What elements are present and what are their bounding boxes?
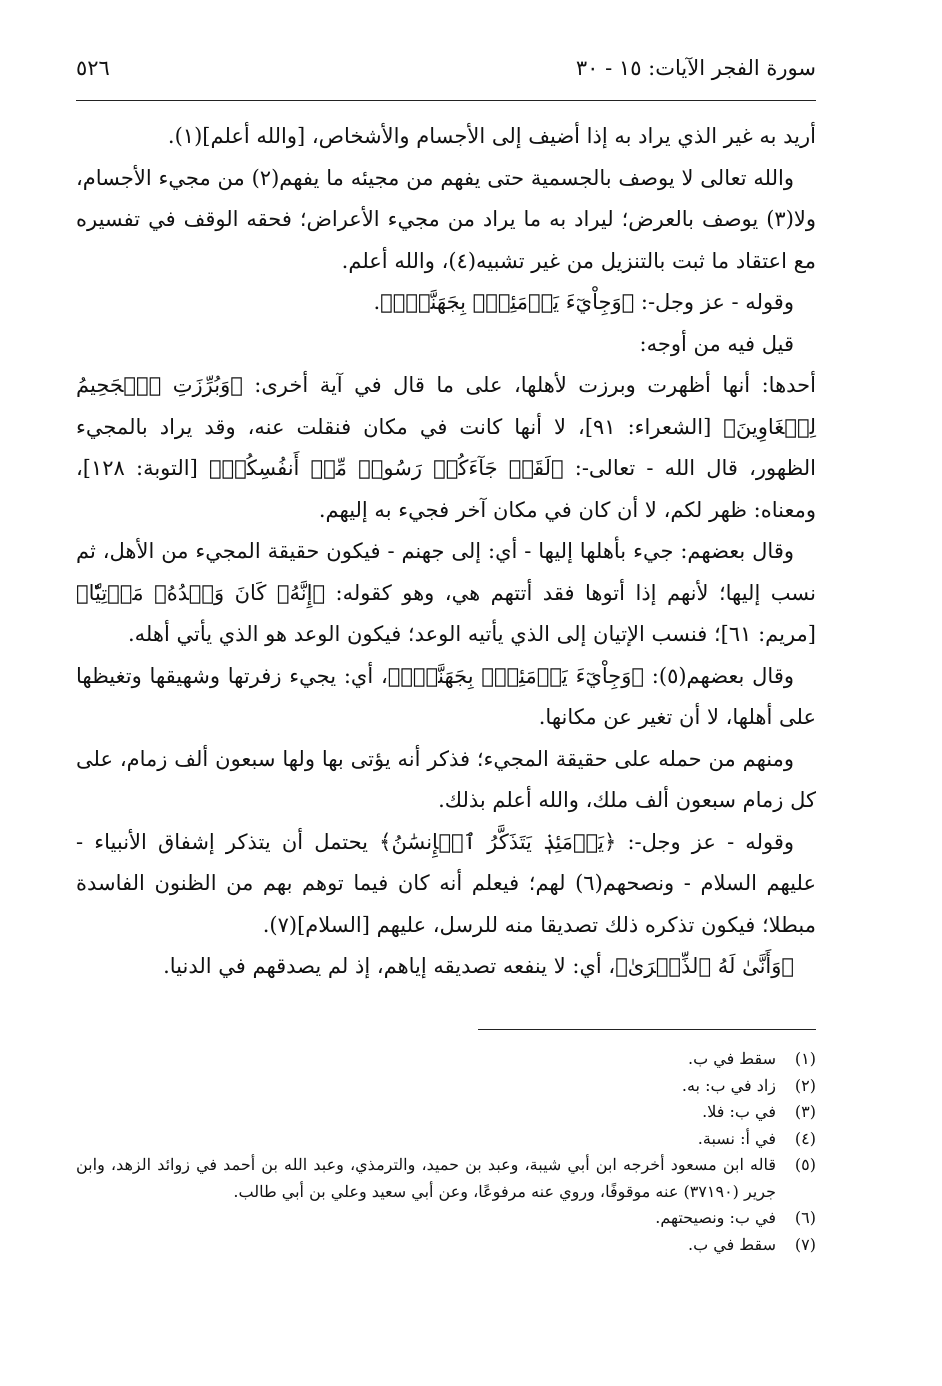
- paragraph: أحدها: أنها أظهرت وبرزت لأهلها، على ما قال في آية أخرى: ﴿وَبُرِّزَتِ ٱلۡجَحِيمُ لِلۡغَاوِينَ﴾ [الشعراء: ٩١]، لا أنها كانت في مكان فنقلت عنه، وقد يراد بالمجيء الظهور، قال الله - تعالى-: ﴿لَقَدۡ جَآءَكُمۡ رَسُولٞ مِّنۡ أَنفُسِكُمۡ﴾ [التوبة: ١٢٨]، ومعناه: ظهر لكم، لا أن كان في مكان آخر فجيء به إليهم.: [76, 373, 816, 522]
- paragraph: وقال بعضهم: جيء بأهلها إليها - أي: إلى جهنم - فيكون حقيقة المجيء من الأهل، ثم نسب إليها؛ لأنهم إذا أتوها فقد أتتهم هي، وهو كقوله: ﴿إِنَّهُۥ كَانَ وَعۡدُهُۥ مَأۡتِيّٗا﴾ [مريم: ٦١]؛ فنسب الإتيان إلى الذي يأتيه الوعد؛ فيكون الوعد هو الذي يأتي أهله.: [76, 539, 816, 646]
- paragraph: أريد به غير الذي يراد به إذا أضيف إلى الأجسام والأشخاص، [والله أعلم](١).: [167, 124, 816, 148]
- footnote-number: (٣): [794, 1102, 816, 1121]
- footnote-number: (٤): [794, 1128, 816, 1148]
- footnote-number: (٥): [794, 1155, 816, 1174]
- footnote-number: (٧): [794, 1234, 816, 1254]
- paragraph: ﴿وَأَنَّىٰ لَهُ ٱلذِّكۡرَىٰ﴾، أي: لا ينفعه تصديقه إياهم، إذ لم يصدقهم في الدنيا.: [163, 954, 794, 978]
- running-title: سورة الفجر الآيات: ١٥ - ٣٠: [575, 56, 816, 80]
- footnote-text: سقط في ب.: [688, 1234, 776, 1254]
- footnote-number: (٦): [794, 1208, 816, 1227]
- paragraph: والله تعالى لا يوصف بالجسمية حتى يفهم من مجيئه ما يفهم(٢) من مجيء الأجسام، ولا(٣) يوصف بالعرض؛ ليراد به ما يراد من مجيء الأعراض؛ فحقه الوقف في تفسيره مع اعتقاد ما ثبت بالتنزيل من غير تشبيه(٤)، والله أعلم.: [76, 165, 816, 273]
- footnote-text: قاله ابن مسعود أخرجه ابن أبي شيبة، وعبد بن حميد، والترمذي، وعبد الله بن أحمد في زوائد الزهد، وابن جرير (٣٧١٩٠) عنه موقوفًا، وروي عنه مرفوعًا، وعن أبي سعيد وعلي بن أبي طالب.: [76, 1155, 777, 1201]
- paragraph: وقوله - عز وجل-: ﴿وَجِاْيٓءَ يَوۡمَئِذِۭ بِجَهَنَّمَۚ﴾.: [373, 290, 794, 314]
- footnote-text: في أ: نسبة.: [697, 1128, 776, 1148]
- footnote: [76, 1073, 816, 1100]
- footnote-text: في ب: ونصيحتهم.: [655, 1208, 776, 1227]
- footnote-text: زاد في ب: به.: [681, 1075, 776, 1095]
- footnotes: [76, 1046, 816, 1258]
- footnote: [76, 1126, 816, 1153]
- footnote-number: (١): [794, 1049, 816, 1068]
- page-header: [76, 56, 816, 80]
- paragraph: وقوله - عز وجل-: ﴿يَوۡمَئِذٖ يَتَذَكَّرُ ٱلۡإِنسَٰنُ﴾ يحتمل أن يتذكر إشفاق الأنبياء - عليهم السلام - ونصحهم(٦) لهم؛ فيعلم أنه كان فيما توهم بهم من الظنون الفاسدة مبطلا؛ فيكون تذكره ذلك تصديقا منه للرسل، عليهم [السلام](٧).: [76, 829, 817, 937]
- footnote-number: (٢): [794, 1075, 816, 1095]
- page-number: ٥٢٦: [76, 56, 110, 80]
- paragraph: قيل فيه من أوجه:: [639, 331, 794, 356]
- footnote: [76, 1232, 816, 1259]
- footnote: [76, 1099, 816, 1126]
- footnote: [76, 1152, 816, 1205]
- footnote-text: في ب: فلا.: [702, 1102, 776, 1121]
- footnote-separator: [478, 1029, 816, 1030]
- footnote: [76, 1046, 816, 1073]
- footnote-text: سقط في ب.: [688, 1049, 776, 1068]
- paragraph: وقال بعضهم(٥): ﴿وَجِاْيٓءَ يَوۡمَئِذِۭ بِجَهَنَّمَۚ﴾، أي: يجيء زفرتها وشهيقها وتغيظها على أهلها، لا أن تغير عن مكانها.: [76, 663, 816, 729]
- footnote: [76, 1205, 816, 1232]
- paragraph: ومنهم من حمله على حقيقة المجيء؛ فذكر أنه يؤتى بها ولها سبعون ألف زمام، على كل زمام سبعون ألف ملك، والله أعلم بذلك.: [76, 746, 816, 812]
- header-rule: [76, 100, 816, 101]
- main-text: [76, 116, 816, 988]
